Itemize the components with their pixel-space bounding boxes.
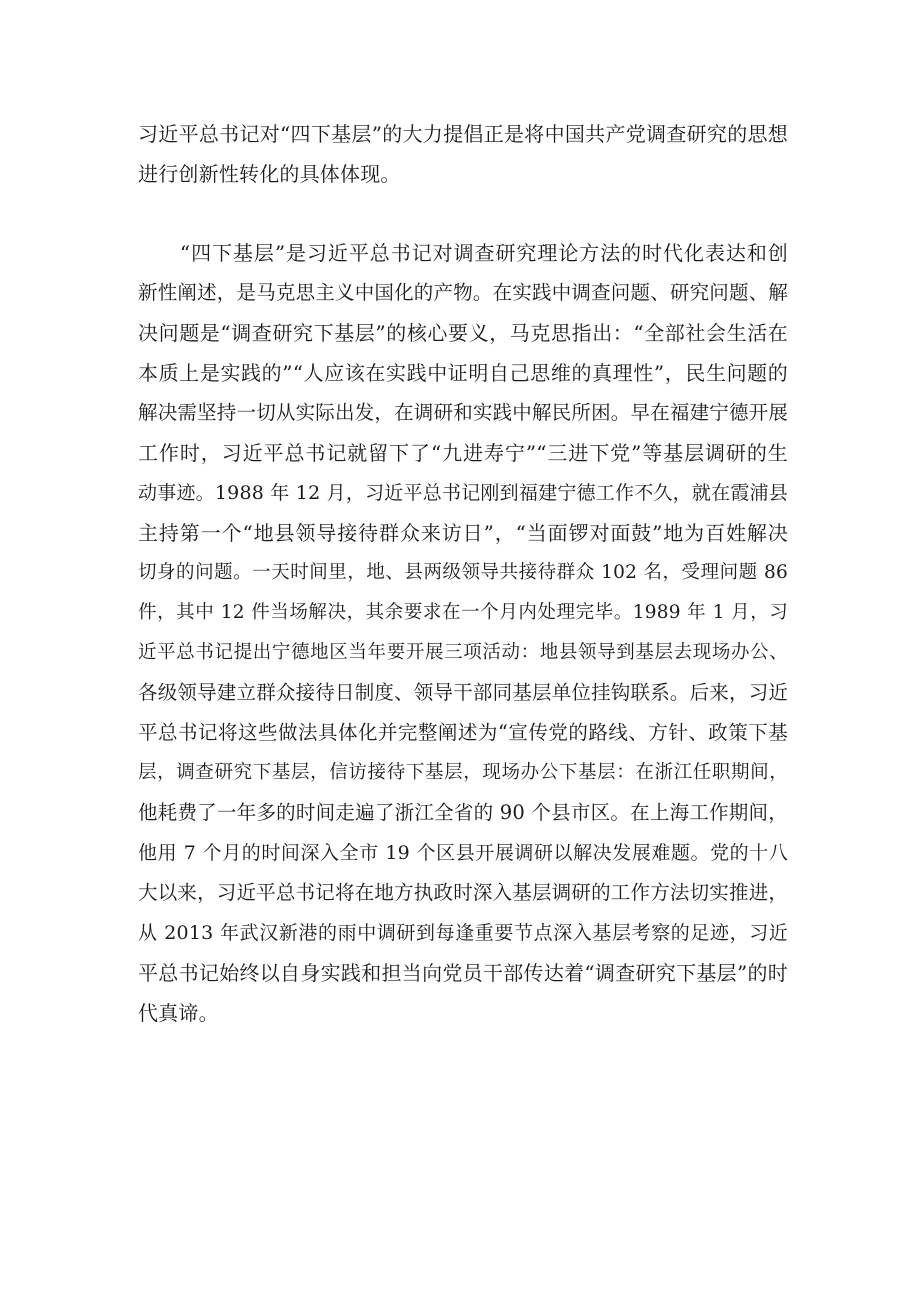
paragraph-line: 代真谛。 [138,1001,219,1025]
paragraph-line: 他用 7 个月的时间深入全市 19 个区县开展调研以解决发展难题。党的十八 [138,842,788,864]
paragraph-1 [138,114,788,194]
paragraph-line: 习近平总书记对“四下基层”的大力提倡正是将中国共产党调查研究的思想 [138,122,788,146]
paragraph-line: 近平总书记提出宁德地区当年要开展三项活动：地县领导到基层去现场办公、 [138,642,788,663]
paragraph-line: 切身的问题。一天时间里，地、县两级领导共接待群众 102 名，受理问题 86 [138,562,788,583]
paragraph-line: “四下基层”是习近平总书记对调查研究理论方法的时代化表达和创 [138,241,788,265]
paragraph-line: 进行创新性转化的具体体现。 [138,162,401,186]
paragraph-line: 平总书记将这些做法具体化并完整阐述为“宣传党的路线、方针、政策下基 [138,721,788,744]
paragraph-line: 件，其中 12 件当场解决，其余要求在一个月内处理完毕。1989 年 1 月，习 [138,602,788,623]
paragraph-line: 大以来，习近平总书记将在地方执政时深入基层调研的工作方法切实推进， [138,881,789,904]
paragraph-line: 本质上是实践的”“人应该在实践中证明自己思维的真理性”，民生问题的 [138,361,788,385]
paragraph-2 [138,233,788,1033]
paragraph-line: 平总书记始终以自身实践和担当向党员干部传达着“调查研究下基层”的时 [138,961,788,985]
paragraph-line: 层，调查研究下基层，信访接待下基层，现场办公下基层：在浙江任职期间， [138,762,788,783]
paragraph-line: 新性阐述，是马克思主义中国化的产物。在实践中调查问题、研究问题、解 [138,281,789,304]
paragraph-line: 他耗费了一年多的时间走遍了浙江全省的 90 个县市区。在上海工作期间， [138,801,788,824]
paragraph-line: 从 2013 年武汉新港的雨中调研到每逢重要节点深入基层考察的足迹，习近 [138,922,788,944]
paragraph-line: 主持第一个“地县领导接待群众来访日”，“当面锣对面鼓”地为百姓解决 [138,521,788,545]
paragraph-line: 工作时，习近平总书记就留下了“九进寿宁”“三进下党”等基层调研的生 [138,441,788,465]
paragraph-line: 决问题是“调查研究下基层”的核心要义，马克思指出：“全部社会生活在 [138,321,788,345]
paragraph-line: 动事迹。1988 年 12 月，习近平总书记刚到福建宁德工作不久，就在霞浦县 [138,482,788,504]
paragraph-line: 各级领导建立群众接待日制度、领导干部同基层单位挂钩联系。后来，习近 [138,681,789,704]
paragraph-line: 解决需坚持一切从实际出发，在调研和实践中解民所困。早在福建宁德开展 [138,401,789,424]
